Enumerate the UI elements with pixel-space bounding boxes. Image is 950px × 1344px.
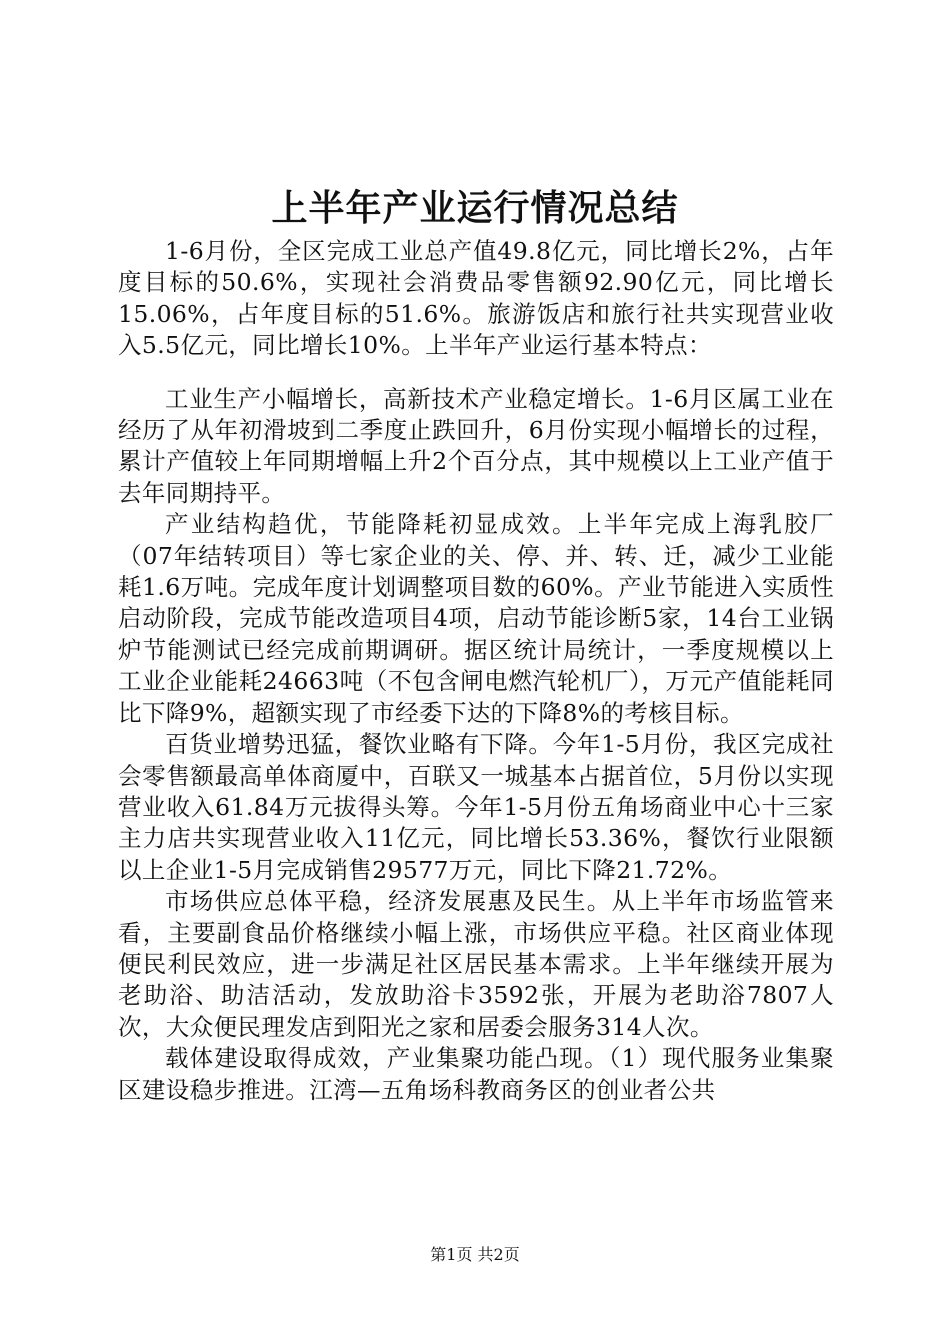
page-footer: 第1页 共2页 <box>430 1245 520 1264</box>
document-title: 上半年产业运行情况总结 <box>271 187 679 229</box>
paragraph-intro: 1-6月份，全区完成工业总产值49.8亿元，同比增长2%，占年度目标的50.6%，实现社会消费品零售额92.90亿元，同比增长15.06%，占年度目标的51.6%。旅游饭店和旅行社共实现营业收入5.5亿元，同比增长10%。上半年产业运行基本特点： <box>118 237 834 360</box>
paragraph-retail-catering: 百货业增势迅猛，餐饮业略有下降。今年1-5月份，我区完成社会零售额最高单体商厦中，百联又一城基本占据首位，5月份以实现营业收入61.84万元拔得头筹。今年1-5月份五角场商业中心十三家主力店共实现营业收入11亿元，同比增长53.36%，餐饮行业限额以上企业1-5月完成销售29577万元，同比下降21.72%。 <box>118 730 834 884</box>
paragraph-industry-growth: 工业生产小幅增长，高新技术产业稳定增长。1-6月区属工业在经历了从年初滑坡到二季度止跌回升，6月份实现小幅增长的过程，累计产值较上年同期增幅上升2个百分点，其中规模以上工业产值于去年同期持平。 <box>118 384 834 507</box>
paragraph-energy-saving: 产业结构趋优，节能降耗初显成效。上半年完成上海乳胶厂（07年结转项目）等七家企业的关、停、并、转、迁，减少工业能耗1.6万吨。完成年度计划调整项目数的60%。产业节能进入实质性启动阶段，完成节能改造项目4项，启动节能诊断5家，14台工业锅炉节能测试已经完成前期调研。据区统计局统计，一季度规模以上工业企业能耗24663吨（不包含闸电燃汽轮机厂），万元产值能耗同比下降9%，超额实现了市经委下达的下降8%的考核目标。 <box>118 510 834 727</box>
paragraph-carrier-construction: 载体建设取得成效，产业集聚功能凸现。（1）现代服务业集聚区建设稳步推进。江湾—五角场科教商务区的创业者公共 <box>118 1044 834 1104</box>
paragraph-market-supply: 市场供应总体平稳，经济发展惠及民生。从上半年市场监管来看，主要副食品价格继续小幅上涨，市场供应平稳。社区商业体现便民利民效应，进一步满足社区居民基本需求。上半年继续开展为老助浴、助洁活动，发放助浴卡3592张，开展为老助浴7807人次，大众便民理发店到阳光之家和居委会服务314人次。 <box>118 887 834 1041</box>
document-body <box>118 236 834 1106</box>
